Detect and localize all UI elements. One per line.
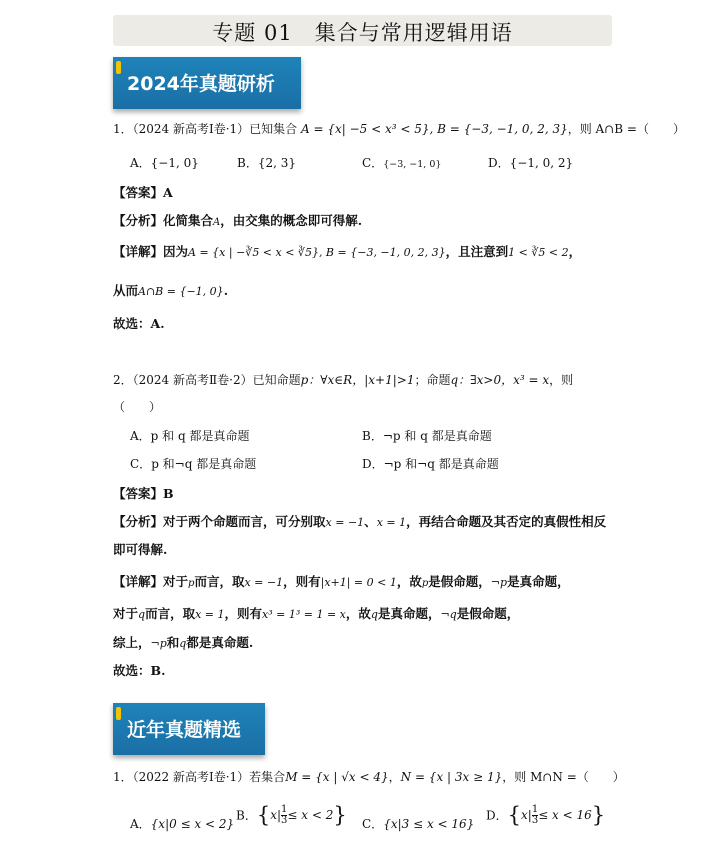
option-post: ≤ x < 16 <box>538 808 592 822</box>
q1-analysis <box>113 211 362 229</box>
banner-year-text: 2024年真题研析 <box>127 73 275 95</box>
answer-value: B <box>163 486 174 501</box>
option-label: C． <box>362 817 384 831</box>
q1-option-a <box>130 154 199 171</box>
detail-var: p <box>188 578 195 589</box>
option-value: {x|0 ≤ x < 2} <box>150 817 235 831</box>
analysis-sep: 、 <box>364 514 377 529</box>
option-value: ¬p 和 q 都是真命题 <box>382 429 492 443</box>
q2-option-c <box>130 455 256 472</box>
q2-stem-prefix: 2．（2024 新高考Ⅱ卷·2）已知命题 <box>113 373 301 387</box>
detail-set: A = {x | −∛5 < x < ∛5}, B = {−3, −1, 0, 2, 3} <box>188 246 446 259</box>
analysis-line2-text: 即可得解. <box>113 542 168 557</box>
option-label: D． <box>362 457 384 471</box>
option-value: p 和¬q 都是真命题 <box>151 457 257 471</box>
option-value: p 和 q 都是真命题 <box>150 429 250 443</box>
detail-text: 而言，取 <box>194 574 245 589</box>
q1-set-a: A = {x| −5 < x³ < 5} <box>301 122 430 136</box>
analysis-text: 化简集合 <box>163 213 214 228</box>
banner-recent-selection <box>113 703 265 755</box>
detail-var: q <box>370 608 378 621</box>
therefore-expr: A∩B = {−1, 0} <box>138 285 224 298</box>
summary-var: ¬p <box>150 637 167 650</box>
detail-var: q <box>138 608 146 621</box>
detail-text: 是假命题， <box>456 606 520 621</box>
option-label: A． <box>130 429 151 443</box>
detail-text: 是真命题， <box>507 574 570 589</box>
q2-detail-line1 <box>113 572 570 590</box>
q2-choose <box>113 661 165 679</box>
banner-recent-text: 近年真题精选 <box>127 719 242 741</box>
option-label: A． <box>130 817 151 831</box>
q2-option-d <box>362 455 499 472</box>
q2-paren-text: （ ） <box>113 400 162 414</box>
detail-text: ，则有 <box>283 574 321 589</box>
detail-var: ¬p <box>490 576 508 589</box>
left-brace-icon: { <box>507 803 521 827</box>
detail-tag: 【详解】 <box>113 244 164 259</box>
q2-stem <box>113 371 573 388</box>
choose-tag: 故选： <box>113 663 151 678</box>
option-pre: x| <box>270 808 282 822</box>
option-label: B． <box>236 808 257 823</box>
detail-text: 对于 <box>113 606 139 621</box>
q2-option-a <box>130 427 249 444</box>
q2-option-b <box>362 427 492 444</box>
q2-ask-end: ，则 <box>549 373 574 387</box>
detail-tag: 【详解】 <box>113 574 164 589</box>
analysis-tag: 【分析】 <box>113 213 164 228</box>
fraction-numerator: 1 <box>281 803 288 815</box>
analysis-text-end: ，由交集的概念即可得解. <box>220 213 363 228</box>
answer-tag: 【答案】 <box>113 486 164 501</box>
q3-set-n: N = {x | 3x ≥ 1} <box>400 770 503 784</box>
answer-tag: 【答案】 <box>113 185 164 200</box>
banner-tab-accent <box>116 707 121 720</box>
page-title <box>113 15 612 46</box>
detail-expr: x = 1 <box>195 608 225 621</box>
therefore-end: . <box>223 283 229 298</box>
fraction-numerator: 1 <box>531 803 539 815</box>
detail-expr: x³ = 1³ = 1 = x <box>262 608 346 621</box>
detail-expr: x = −1 <box>244 576 284 589</box>
q2-summary <box>113 633 253 651</box>
option-label: B． <box>237 156 258 170</box>
choose-tag: 故选： <box>113 316 151 331</box>
page-title-text: 专题 01 集合与常用逻辑用语 <box>212 21 513 45</box>
q2-p-def: p：∀x∈R，|x+1|>1 <box>300 373 415 387</box>
summary-text: 和 <box>166 635 180 650</box>
detail-text: ，故 <box>345 606 371 621</box>
choose-value: B. <box>150 663 166 678</box>
q2-paren <box>113 398 161 415</box>
summary-text: 综上， <box>113 635 151 650</box>
option-label: D． <box>488 156 510 170</box>
option-label: D． <box>486 808 508 823</box>
q1-therefore <box>113 281 228 299</box>
analysis-expr: x = −1 <box>325 516 365 529</box>
option-value: {−3, −1, 0} <box>383 159 442 170</box>
q2-answer <box>113 484 174 502</box>
right-brace-icon: } <box>591 803 606 827</box>
q2-q-def: q：∃x>0，x³ = x <box>450 373 550 387</box>
analysis-text: 对于两个命题而言，可分别取 <box>163 514 326 529</box>
q1-ask: ，则 A∩B =（ ） <box>567 122 685 136</box>
banner-tab-accent <box>116 61 121 74</box>
q2-q-pre: ；命题 <box>414 373 451 387</box>
analysis-tag: 【分析】 <box>113 514 164 529</box>
banner-year-review <box>113 57 301 109</box>
q3-set-m: M = {x | √x < 4} <box>285 770 389 784</box>
q1-choose <box>113 314 165 332</box>
therefore-text: 从而 <box>113 283 139 298</box>
q3-sep: ， <box>388 770 401 784</box>
detail-ineq: 1 < ∛5 < 2 <box>508 246 569 259</box>
q3-option-c <box>362 815 474 832</box>
left-brace-icon: { <box>256 803 271 827</box>
choose-value: A. <box>150 316 165 331</box>
q3-stem-prefix: 1．（2022 新高考Ⅰ卷·1）若集合 <box>113 770 286 784</box>
analysis-expr: x = 1 <box>376 516 407 529</box>
fraction-denominator: 3 <box>531 814 539 826</box>
detail-end: ， <box>568 244 582 259</box>
detail-text: 是真命题， <box>377 606 441 621</box>
q1-stem <box>113 120 685 137</box>
detail-text: 是假命题， <box>428 574 491 589</box>
q3-option-a <box>130 815 234 832</box>
summary-text: 都是真命题. <box>186 635 254 650</box>
option-post: ≤ x < 2 <box>287 808 334 822</box>
q1-option-c <box>362 154 441 171</box>
detail-text: ，则有 <box>224 606 263 621</box>
detail-mid: ，且注意到 <box>445 244 509 259</box>
option-value: {x|3 ≤ x < 16} <box>383 817 475 831</box>
fraction-denominator: 3 <box>281 814 288 826</box>
analysis-var: A <box>213 217 221 228</box>
q2-detail-line2 <box>113 604 519 622</box>
right-brace-icon: } <box>333 803 347 827</box>
option-label: B． <box>362 429 383 443</box>
option-value: {2, 3} <box>257 156 296 170</box>
answer-value: A <box>163 185 173 200</box>
q3-option-b <box>236 803 347 827</box>
detail-text: ，故 <box>396 574 422 589</box>
q2-analysis <box>113 512 606 530</box>
q2-analysis-line2 <box>113 540 167 558</box>
detail-text: 因为 <box>163 244 189 259</box>
detail-text: 而言，取 <box>145 606 196 621</box>
q3-ask: ，则 M∩N =（ ） <box>502 770 625 784</box>
detail-var: ¬q <box>440 608 457 621</box>
q1-stem-prefix: 1．（2024 新高考Ⅰ卷·1）已知集合 <box>113 122 298 136</box>
q3-option-d <box>486 803 605 827</box>
summary-var: q <box>179 637 187 650</box>
detail-text: 对于 <box>163 574 189 589</box>
q1-option-d <box>488 154 573 171</box>
option-label: C． <box>362 156 384 170</box>
option-value: {−1, 0, 2} <box>509 156 574 170</box>
analysis-text-end: ，再结合命题及其否定的真假性相反 <box>406 514 607 529</box>
q1-option-b <box>237 154 296 171</box>
option-pre: x| <box>521 808 532 822</box>
q3-stem <box>113 768 625 785</box>
option-value: ¬p 和¬q 都是真命题 <box>383 457 499 471</box>
q1-answer <box>113 183 173 201</box>
q1-set-b: , B = {−3, −1, 0, 2, 3} <box>429 122 568 136</box>
option-value: {−1, 0} <box>150 156 199 170</box>
q1-detail <box>113 242 581 260</box>
detail-var: p <box>421 578 429 589</box>
detail-expr: |x+1| = 0 < 1 <box>320 576 397 589</box>
option-label: C． <box>130 457 152 471</box>
option-label: A． <box>130 156 151 170</box>
